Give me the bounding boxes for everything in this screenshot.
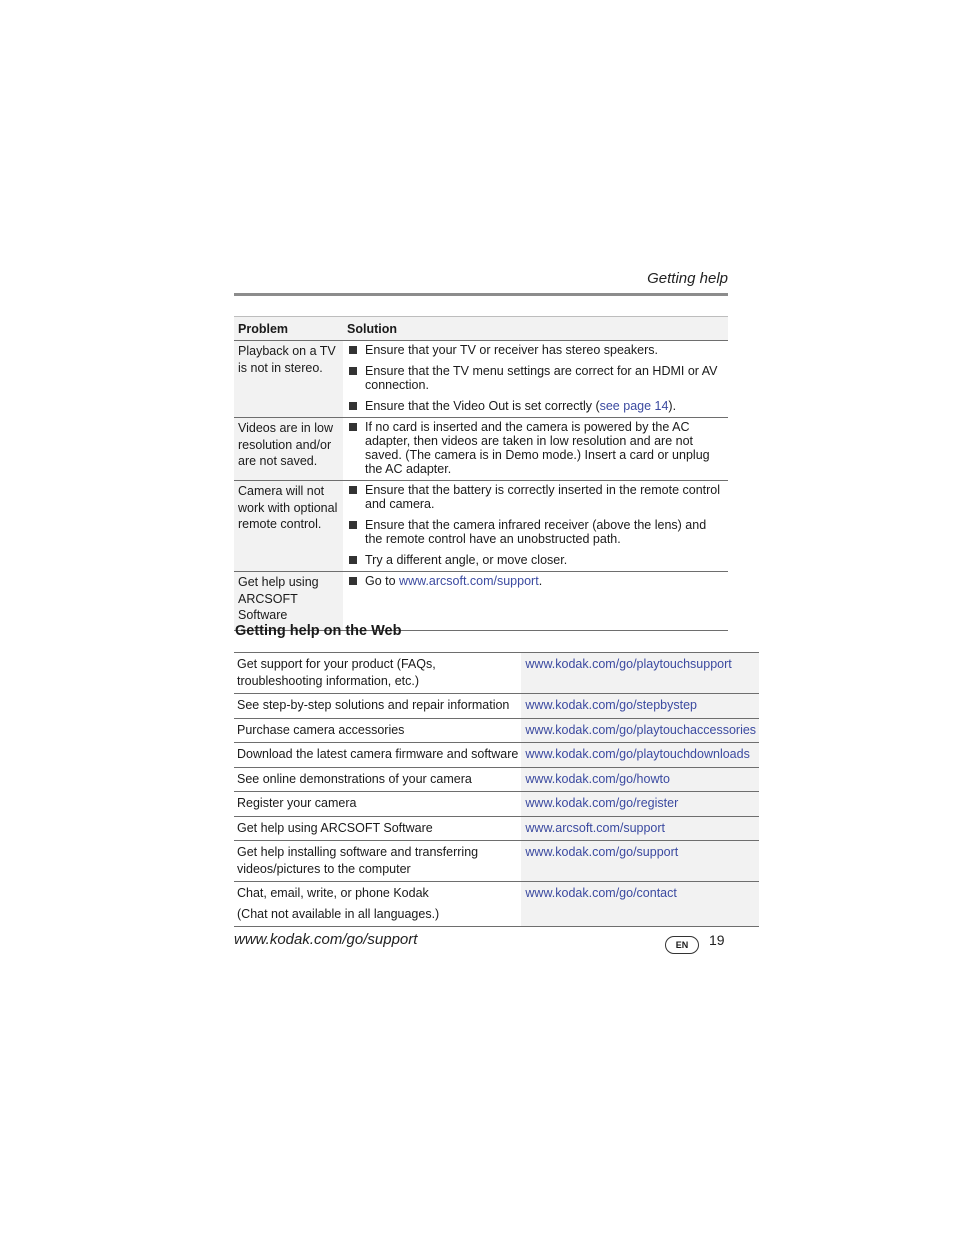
web-help-table [234,652,759,927]
description-line: Get help installing software and transferring [237,845,479,859]
description-line: videos/pictures to the computer [237,861,411,876]
solution-list [343,341,728,417]
problem-solution-table [234,316,728,631]
help-description: See online demonstrations of your camera [234,767,521,792]
solution-text-end: ). [668,399,677,413]
list-item [349,574,724,588]
solution-text: Go to [365,574,400,588]
solution-cell [343,481,728,572]
header-rule [234,293,728,296]
help-description: Register your camera [234,792,521,817]
table-row [234,481,728,572]
help-description: Purchase camera accessories [234,718,521,743]
solution-cell [343,341,728,418]
description-line: Get support for your product (FAQs, [237,657,436,671]
problem-cell: Videos are in low resolution and/or are not saved. [234,418,343,481]
problem-cell: Get help using ARCSOFT Software [234,572,343,631]
list-item [349,420,724,476]
language-badge: EN [665,936,699,954]
table-row [234,418,728,481]
solution-list [343,418,728,480]
list-item [349,399,724,413]
table-row [234,816,759,841]
description-line: Chat, email, write, or phone Kodak [237,886,429,900]
help-url-link[interactable]: www.kodak.com/go/howto [521,767,759,792]
table-row [234,572,728,631]
solution-text: Ensure that the Video Out is set correctly ( [365,399,600,413]
bullet-square-icon [349,402,357,410]
solution-list [343,481,728,571]
list-item [349,364,724,392]
bullet-square-icon [349,423,357,431]
bullet-square-icon [349,346,357,354]
solution-text: Ensure that the TV menu settings are correct for an HDMI or AV connection. [365,364,718,392]
footer-url: www.kodak.com/go/support [234,931,418,948]
help-description [234,841,521,882]
bullet-square-icon [349,486,357,494]
solution-text: Ensure that your TV or receiver has stereo speakers. [365,343,658,357]
solution-text: Ensure that the camera infrared receiver (above the lens) and the remote control have an unobstructed path. [365,518,707,546]
table-row [234,792,759,817]
arcsoft-support-link[interactable]: www.arcsoft.com/support [399,574,539,588]
table-row [234,882,759,927]
help-url-link[interactable]: www.arcsoft.com/support [521,816,759,841]
problem-cell: Camera will not work with optional remote control. [234,481,343,572]
help-description: See step-by-step solutions and repair information [234,694,521,719]
help-url-link[interactable]: www.kodak.com/go/contact [521,882,759,927]
help-url-link[interactable]: www.kodak.com/go/playtouchsupport [521,653,759,694]
table-row [234,841,759,882]
table-row [234,767,759,792]
solution-text: Ensure that the battery is correctly inserted in the remote control and camera. [365,483,721,511]
help-url-link[interactable]: www.kodak.com/go/support [521,841,759,882]
problem-cell: Playback on a TV is not in stereo. [234,341,343,418]
table-row [234,341,728,418]
bullet-square-icon [349,577,357,585]
solution-cell [343,572,728,631]
problem-column-header: Problem [234,317,343,341]
solution-column-header: Solution [343,317,728,341]
page-number: 19 [709,932,725,948]
solution-cell [343,418,728,481]
solution-list [343,572,728,592]
description-line: troubleshooting information, etc.) [237,673,420,688]
help-description [234,653,521,694]
description-line: (Chat not available in all languages.) [237,906,440,921]
help-url-link[interactable]: www.kodak.com/go/playtouchdownloads [521,743,759,768]
list-item [349,553,724,567]
table-row [234,743,759,768]
solution-text: Try a different angle, or move closer. [365,553,568,567]
help-url-link[interactable]: www.kodak.com/go/register [521,792,759,817]
help-url-link[interactable]: www.kodak.com/go/playtouchaccessories [521,718,759,743]
table-row [234,653,759,694]
section-title: Getting help on the Web [235,623,402,639]
help-description: Download the latest camera firmware and software [234,743,521,768]
bullet-square-icon [349,556,357,564]
page-reference-link[interactable]: see page 14 [599,399,669,413]
bullet-square-icon [349,521,357,529]
table-row [234,718,759,743]
table-header-row [234,317,728,341]
list-item [349,483,724,511]
running-head: Getting help [647,270,728,287]
help-url-link[interactable]: www.kodak.com/go/stepbystep [521,694,759,719]
help-description [234,882,521,927]
table-row [234,694,759,719]
bullet-square-icon [349,367,357,375]
solution-text: If no card is inserted and the camera is powered by the AC adapter, then videos are taken in low resolution and are not saved. (The camera is in Demo mode.) Insert a card or unplug the AC adapter. [365,420,710,476]
list-item [349,518,724,546]
solution-text-end: . [538,574,543,588]
help-description: Get help using ARCSOFT Software [234,816,521,841]
list-item [349,343,724,357]
